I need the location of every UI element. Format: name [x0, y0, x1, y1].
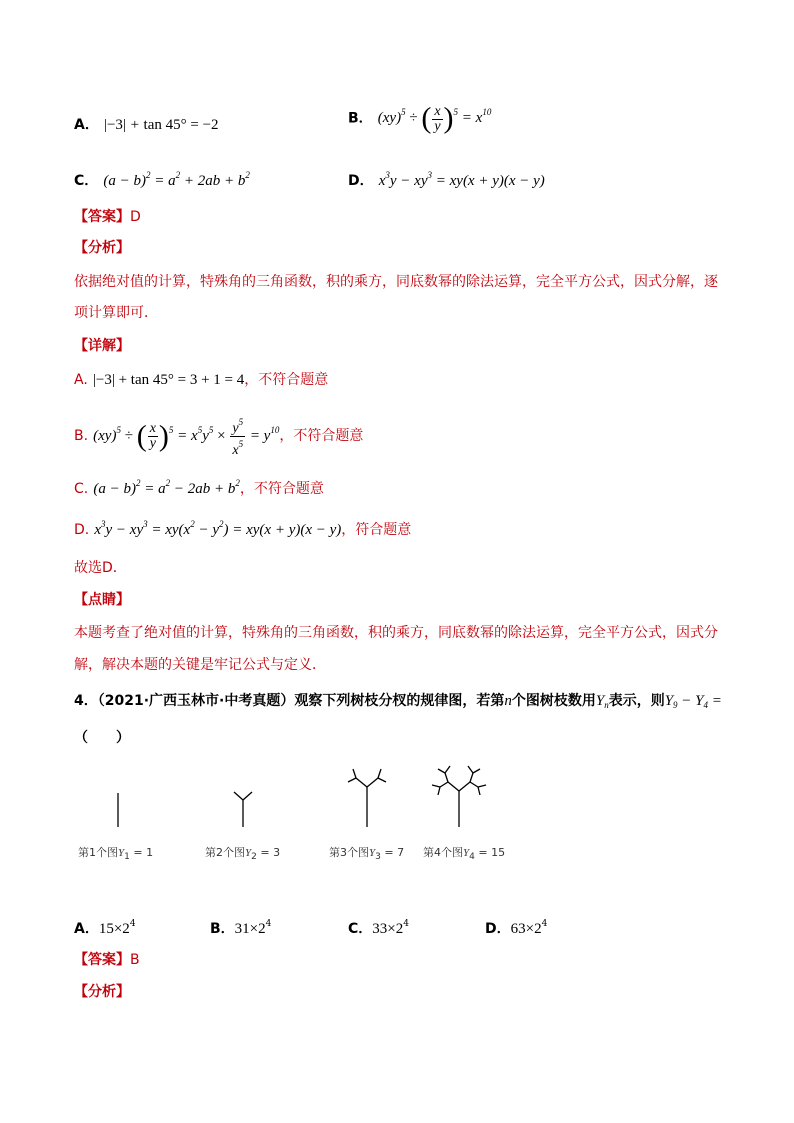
q4-option-b-exp: 4	[265, 919, 272, 929]
q3-option-d-formula: $x^3y - xy^3 = xy(x + y)(x - y)$	[378, 170, 545, 189]
q4-source: （2021·广西玉林市·中考真题）	[97, 693, 295, 709]
q3-detail-c	[74, 478, 324, 498]
figure-label-2-sub: 2	[251, 852, 257, 862]
q4-analysis-tag: 【分析】	[74, 984, 130, 1000]
q3-detail-b-label: B.	[74, 427, 89, 444]
figure-label-4-prefix: 第4个图	[423, 846, 463, 859]
figure-label-3-sym: Y	[369, 847, 376, 859]
q3-detail-b-formula: (xy)$^5$ ÷ ( $\frac{x}{y}$ )$^5 = x^5y^5$ × $\frac{y^5}{x^5}$ = $y^{10}$	[93, 417, 280, 458]
q3-detail-b	[74, 415, 363, 458]
q4-option-a	[74, 918, 136, 938]
figure-label-2	[205, 844, 280, 862]
q3-analysis-line2: 项计算即可．	[74, 305, 158, 321]
figure-label-4-sym: Y	[463, 847, 470, 859]
figure-label-2-sym: Y	[245, 847, 252, 859]
q4-option-d-label: D．	[485, 921, 511, 937]
q4-number: 4．	[74, 693, 98, 709]
q3-detail-a-formula: |−3| + tan 45° = 3 + 1 = 4	[92, 372, 245, 388]
q3-detail-d-note: ，符合题意	[341, 522, 412, 538]
q4-option-c-base: 33×2	[372, 921, 404, 937]
q3-detail-d-label: D.	[74, 522, 90, 538]
figure-label-3	[329, 844, 404, 862]
q3-detail-a	[74, 369, 328, 389]
q4-option-c	[348, 918, 409, 938]
figure-label-3-prefix: 第3个图	[329, 846, 369, 859]
q3-option-d-label: D．	[348, 173, 374, 189]
q4-var-yn: $Y_n$	[595, 693, 609, 710]
q4-option-a-base: 15×2	[98, 921, 130, 937]
q4-option-d-exp: 4	[541, 919, 548, 929]
q3-option-c	[74, 170, 250, 190]
q3-analysis-tag: 【分析】	[74, 240, 130, 256]
tree-3	[348, 769, 386, 827]
tree-2	[234, 792, 252, 827]
q4-option-d-base: 63×2	[510, 921, 542, 937]
q4-var-n: n	[504, 693, 512, 709]
figure-label-4	[423, 844, 505, 862]
q3-detail-d	[74, 519, 411, 539]
q4-blank: （ ）	[74, 730, 130, 746]
q3-comment-line1: 本题考查了绝对值的计算，特殊角的三角函数，积的乘方，同底数幂的除法运算，完全平方公式，因式分	[74, 625, 718, 641]
q3-answer-tag: 【答案】	[74, 209, 130, 225]
q3-option-b-formula: (xy)$^5$ ÷ ( $\frac{x}{y}$ )$^5 = x^{10}$	[377, 102, 492, 135]
q3-option-c-formula: $(a - b)^2 = a^2 + 2ab + b^2$	[103, 170, 250, 189]
q4-answer-value: B	[130, 952, 140, 968]
q3-conclusion: 故选D．	[74, 560, 127, 576]
q4-option-c-exp: 4	[403, 919, 409, 929]
q3-answer-value: D	[130, 209, 141, 225]
q4-stem	[74, 690, 722, 710]
q3-comment-tag: 【点睛】	[74, 592, 130, 608]
q4-stem-3: 表示，则	[608, 693, 665, 709]
figure-label-1-rhs: = 1	[129, 846, 154, 859]
figure-label-1-sub: 1	[124, 852, 130, 862]
tree-4	[432, 766, 486, 827]
figure-label-2-rhs: = 3	[256, 846, 281, 859]
figure-label-3-rhs: = 7	[380, 846, 405, 859]
q3-option-d	[348, 170, 545, 190]
q4-answer-tag: 【答案】	[74, 952, 130, 968]
figure-label-4-rhs: = 15	[474, 846, 506, 859]
q3-detail-a-note: ，不符合题意	[244, 372, 329, 388]
q3-option-a-label: A．	[74, 117, 99, 133]
q4-option-b	[210, 918, 271, 938]
q4-expression: $Y_9 - Y_4$ =	[664, 693, 722, 710]
q4-option-a-label: A．	[74, 921, 99, 937]
figure-label-4-sub: 4	[469, 852, 475, 862]
q4-option-a-exp: 4	[129, 919, 136, 929]
q4-answer	[74, 949, 140, 969]
figure-label-3-sub: 3	[375, 852, 381, 862]
tree-figure	[60, 765, 540, 835]
q3-analysis-line1: 依据绝对值的计算，特殊角的三角函数，积的乘方，同底数幂的除法运算，完全平方公式，因式分解，逐	[74, 274, 718, 290]
figure-label-1-prefix: 第1个图	[78, 846, 118, 859]
q3-detail-a-label: A.	[74, 372, 88, 388]
q3-option-b	[348, 104, 491, 134]
q3-answer	[74, 206, 141, 226]
q3-option-c-label: C．	[74, 173, 99, 189]
q3-detail-c-label: C.	[74, 481, 89, 497]
q3-detail-d-formula: $x^3y - xy^3 = xy(x^2 - y^2) = xy(x + y)(x - y)$	[94, 519, 342, 538]
q3-detail-tag: 【详解】	[74, 338, 130, 354]
q4-option-c-label: C．	[348, 921, 373, 937]
q3-option-b-label: B．	[348, 110, 373, 127]
q4-stem-1: 观察下列树枝分杈的规律图，若第	[294, 693, 505, 709]
q4-option-b-label: B．	[210, 921, 235, 937]
q3-option-a	[74, 114, 219, 134]
q4-stem-2: 个图树枝数用	[511, 693, 596, 709]
q3-option-a-formula: |−3| + tan 45° = −2	[103, 117, 219, 133]
q3-detail-b-note: ，不符合题意	[279, 427, 364, 444]
q3-detail-c-note: ，不符合题意	[239, 481, 324, 497]
figure-label-1	[78, 844, 153, 862]
figure-label-2-prefix: 第2个图	[205, 846, 245, 859]
q3-comment-line2: 解，解决本题的关键是牢记公式与定义．	[74, 657, 326, 673]
figure-label-1-sym: Y	[118, 847, 125, 859]
q3-detail-c-formula: $(a - b)^2 = a^2 - 2ab + b^2$	[93, 478, 240, 497]
q4-option-d	[485, 918, 547, 938]
q4-option-b-base: 31×2	[234, 921, 266, 937]
